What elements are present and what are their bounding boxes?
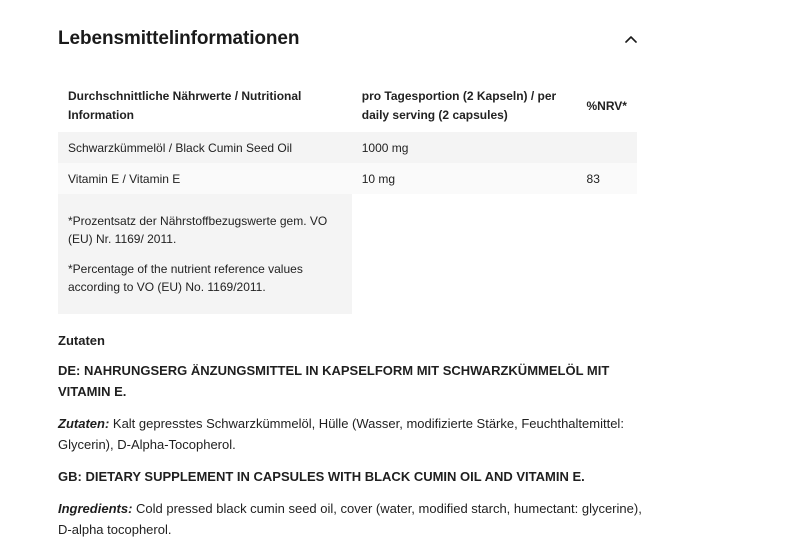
column-header-serving: pro Tagesportion (2 Kapseln) / per daily serving (2 capsules)	[352, 80, 577, 132]
ingredients-heading: Zutaten	[58, 333, 105, 348]
section-title: Lebensmittelinformationen	[58, 28, 300, 49]
table-row	[58, 163, 637, 194]
section-header[interactable]	[58, 24, 638, 54]
table-footnote-row	[58, 194, 637, 314]
chevron-up-icon[interactable]	[624, 32, 638, 46]
ingredients-gb-text	[58, 498, 648, 540]
nutrient-nrv: 83	[577, 163, 637, 194]
nutrient-name: Vitamin E / Vitamin E	[58, 163, 352, 194]
ingredients-de-title: DE: NAHRUNGSERG ÄNZUNGSMITTEL IN KAPSELFORM MIT SCHWARZKÜMMELÖL MIT VITAMIN E.	[58, 363, 610, 399]
nutrient-amount: 1000 mg	[352, 132, 577, 163]
footnote-cell	[58, 194, 352, 314]
ingredients-section	[58, 330, 648, 551]
ingredients-gb-label: Ingredients:	[58, 501, 133, 516]
ingredients-gb-title: GB: DIETARY SUPPLEMENT IN CAPSULES WITH BLACK CUMIN OIL AND VITAMIN E.	[58, 469, 585, 484]
column-header-nutrient: Durchschnittliche Nährwerte / Nutritional Information	[58, 80, 352, 132]
footnote-empty-cell	[352, 194, 637, 314]
table-header-row	[58, 80, 637, 132]
ingredients-gb-list: Cold pressed black cumin seed oil, cover (water, modified starch, humectant: glycerine), D-alpha tocopherol.	[58, 501, 642, 537]
footnote-en: *Percentage of the nutrient reference values according to VO (EU) No. 1169/2011.	[68, 262, 303, 294]
footnote-de: *Prozentsatz der Nährstoffbezugswerte gem. VO (EU) Nr. 1169/ 2011.	[68, 214, 328, 246]
ingredients-de-list: Kalt gepresstes Schwarzkümmelöl, Hülle (Wasser, modifizierte Stärke, Feuchthaltemittel: Glycerin), D-Alpha-Tocopherol.	[58, 416, 624, 452]
ingredients-de-label: Zutaten:	[58, 416, 110, 431]
nutrient-nrv	[577, 132, 637, 163]
nutrient-name: Schwarzkümmelöl / Black Cumin Seed Oil	[58, 132, 352, 163]
nutrition-table	[58, 80, 637, 314]
column-header-nrv: %NRV*	[577, 80, 637, 132]
nutrient-amount: 10 mg	[352, 163, 577, 194]
table-row	[58, 132, 637, 163]
ingredients-de-text	[58, 413, 648, 455]
